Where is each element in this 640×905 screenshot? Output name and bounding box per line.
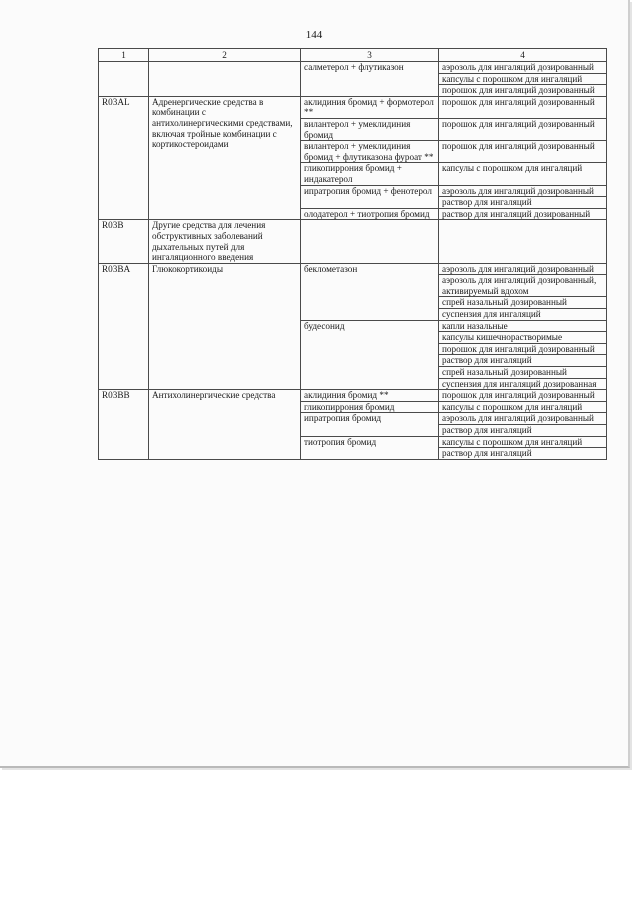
drug-name-cell: ипратропия бромид + фенотерол bbox=[301, 185, 439, 208]
column-header: 1 bbox=[99, 49, 149, 62]
dosage-form-cell: спрей назальный дозированный bbox=[439, 367, 607, 379]
group-cell: Другие средства для лечения обструктивных заболеваний дыхательных путей для ингаляционного введения bbox=[149, 220, 301, 263]
column-header: 4 bbox=[439, 49, 607, 62]
dosage-form-cell: раствор для ингаляций bbox=[439, 425, 607, 437]
dosage-form-cell: порошок для ингаляций дозированный bbox=[439, 141, 607, 163]
drug-name-cell: вилантерол + умеклидиния бромид + флутиказона фуроат ** bbox=[301, 141, 439, 163]
drug-name-cell bbox=[301, 220, 439, 263]
atc-code-cell: R03AL bbox=[99, 96, 149, 220]
table-row bbox=[99, 390, 607, 402]
dosage-form-cell: раствор для ингаляций bbox=[439, 197, 607, 209]
drug-name-cell: аклидиния бромид + формотерол ** bbox=[301, 96, 439, 118]
atc-code-cell: R03BB bbox=[99, 390, 149, 460]
table-row bbox=[99, 263, 607, 275]
drug-table bbox=[98, 48, 607, 460]
dosage-form-cell bbox=[439, 220, 607, 263]
drug-name-cell: тиотропия бромид bbox=[301, 436, 439, 459]
dosage-form-cell: суспензия для ингаляций bbox=[439, 309, 607, 321]
atc-code-cell: R03B bbox=[99, 220, 149, 263]
column-header: 2 bbox=[149, 49, 301, 62]
dosage-form-cell: раствор для ингаляций bbox=[439, 448, 607, 460]
dosage-form-cell: капсулы с порошком для ингаляций bbox=[439, 73, 607, 85]
dosage-form-cell: порошок для ингаляций дозированный bbox=[439, 96, 607, 118]
drug-name-cell: вилантерол + умеклидиния бромид bbox=[301, 118, 439, 140]
dosage-form-cell: порошок для ингаляций дозированный bbox=[439, 343, 607, 355]
dosage-form-cell: капсулы с порошком для ингаляций bbox=[439, 401, 607, 413]
dosage-form-cell: аэрозоль для ингаляций дозированный bbox=[439, 62, 607, 74]
dosage-form-cell: раствор для ингаляций bbox=[439, 355, 607, 367]
atc-code-cell bbox=[99, 62, 149, 97]
dosage-form-cell: капли назальные bbox=[439, 320, 607, 332]
group-cell: Адренергические средства в комбинации с антихолинергическими средствами, включая тройные комбинации с кортикостероидами bbox=[149, 96, 301, 220]
column-header: 3 bbox=[301, 49, 439, 62]
drug-name-cell: будесонид bbox=[301, 320, 439, 390]
dosage-form-cell: порошок для ингаляций дозированный bbox=[439, 390, 607, 402]
drug-name-cell: ипратропия бромид bbox=[301, 413, 439, 436]
group-cell bbox=[149, 62, 301, 97]
drug-name-cell: салметерол + флутиказон bbox=[301, 62, 439, 97]
table-row bbox=[99, 62, 607, 74]
table-row bbox=[99, 96, 607, 118]
dosage-form-cell: порошок для ингаляций дозированный bbox=[439, 118, 607, 140]
group-cell: Глюкокортикоиды bbox=[149, 263, 301, 390]
drug-name-cell: гликопиррония бромид bbox=[301, 401, 439, 413]
group-cell: Антихолинергические средства bbox=[149, 390, 301, 460]
dosage-form-cell: аэрозоль для ингаляций дозированный, активируемый вдохом bbox=[439, 275, 607, 297]
page-number: 144 bbox=[305, 29, 323, 41]
dosage-form-cell: спрей назальный дозированный bbox=[439, 297, 607, 309]
dosage-form-cell: аэрозоль для ингаляций дозированный bbox=[439, 185, 607, 197]
dosage-form-cell: аэрозоль для ингаляций дозированный bbox=[439, 413, 607, 425]
drug-name-cell: гликопиррония бромид + индакатерол bbox=[301, 163, 439, 185]
drug-name-cell: беклометазон bbox=[301, 263, 439, 320]
dosage-form-cell: капсулы с порошком для ингаляций bbox=[439, 436, 607, 448]
dosage-form-cell: капсулы кишечнорастворимые bbox=[439, 332, 607, 344]
dosage-form-cell: капсулы с порошком для ингаляций bbox=[439, 163, 607, 185]
drug-name-cell: олодатерол + тиотропия бромид bbox=[301, 208, 439, 220]
dosage-form-cell: аэрозоль для ингаляций дозированный bbox=[439, 263, 607, 275]
table-row bbox=[99, 220, 607, 263]
dosage-form-cell: раствор для ингаляций дозированный bbox=[439, 208, 607, 220]
dosage-form-cell: порошок для ингаляций дозированный bbox=[439, 85, 607, 97]
table-header-row bbox=[99, 49, 607, 62]
drug-name-cell: аклидиния бромид ** bbox=[301, 390, 439, 402]
atc-code-cell: R03BA bbox=[99, 263, 149, 390]
dosage-form-cell: суспензия для ингаляций дозированная bbox=[439, 378, 607, 390]
